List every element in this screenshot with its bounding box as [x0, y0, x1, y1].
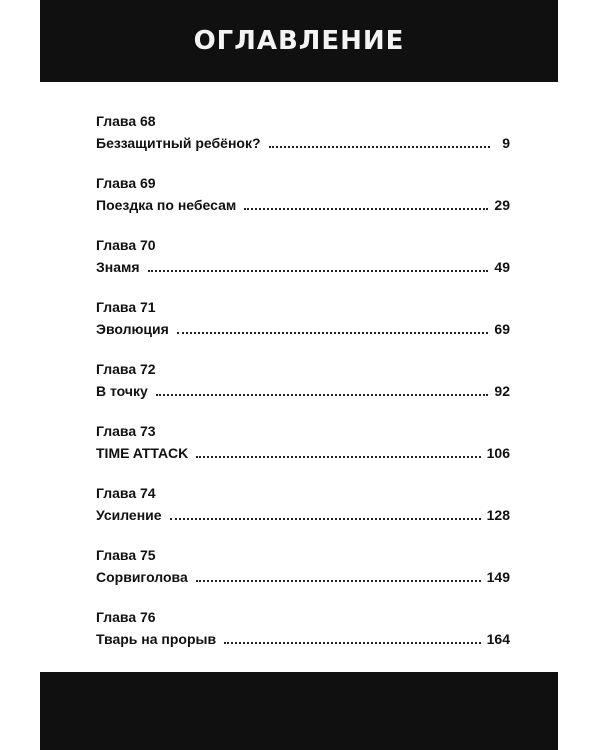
chapter-title: Знамя	[96, 259, 140, 275]
page-title: ОГЛАВЛЕНИЕ	[193, 26, 405, 56]
dot-leader	[196, 445, 480, 458]
chapter-label: Глава 68	[96, 113, 156, 129]
toc-line	[96, 630, 510, 650]
chapter-label: Глава 70	[96, 237, 156, 253]
chapter-title: Эволюция	[96, 321, 169, 337]
toc-entry-71[interactable]	[96, 298, 514, 360]
chapter-title: Тварь на прорыв	[96, 631, 217, 647]
page-number: 128	[486, 507, 510, 523]
dot-leader	[170, 507, 481, 520]
toc-entry-74[interactable]	[96, 484, 514, 546]
toc-entry-73[interactable]	[96, 422, 514, 484]
dot-leader	[269, 135, 490, 148]
chapter-label: Глава 71	[96, 299, 156, 315]
page-number: 29	[494, 197, 510, 213]
toc-line	[96, 320, 510, 340]
toc-entry-70[interactable]	[96, 236, 514, 298]
chapter-title: Поездка по небесам	[96, 197, 237, 213]
toc-line	[96, 258, 510, 278]
chapter-title: Беззащитный ребёнок?	[96, 135, 261, 151]
chapter-title: Усиление	[96, 507, 162, 523]
toc-line	[96, 506, 510, 526]
page-number: 164	[486, 631, 510, 647]
toc-entry-76[interactable]	[96, 608, 514, 670]
chapter-label: Глава 75	[96, 547, 156, 563]
dot-leader	[244, 197, 488, 210]
chapter-label: Глава 69	[96, 175, 156, 191]
header-band	[40, 0, 558, 82]
page-number: 69	[494, 321, 510, 337]
page-number: 9	[502, 135, 510, 151]
chapter-title: Сорвиголова	[96, 569, 188, 585]
toc-line	[96, 444, 510, 464]
chapter-label: Глава 72	[96, 361, 156, 377]
toc-entry-69[interactable]	[96, 174, 514, 236]
toc-line	[96, 382, 510, 402]
page-number: 106	[486, 445, 510, 461]
dot-leader	[156, 383, 489, 396]
dot-leader	[148, 259, 489, 272]
footer-band	[40, 672, 558, 750]
chapter-label: Глава 76	[96, 609, 156, 625]
toc-entry-72[interactable]	[96, 360, 514, 422]
page-number: 92	[494, 383, 510, 399]
page-number: 49	[494, 259, 510, 275]
dot-leader	[177, 321, 489, 334]
chapter-label: Глава 73	[96, 423, 156, 439]
chapter-label: Глава 74	[96, 485, 156, 501]
dot-leader	[224, 631, 481, 644]
page-number: 149	[486, 569, 510, 585]
chapter-title: TIME ATTACK	[96, 445, 189, 461]
toc-line	[96, 196, 510, 216]
toc-line	[96, 134, 510, 154]
table-of-contents	[96, 112, 514, 670]
chapter-title: В точку	[96, 383, 148, 399]
toc-entry-68[interactable]	[96, 112, 514, 174]
dot-leader	[196, 569, 481, 582]
toc-entry-75[interactable]	[96, 546, 514, 608]
toc-line	[96, 568, 510, 588]
